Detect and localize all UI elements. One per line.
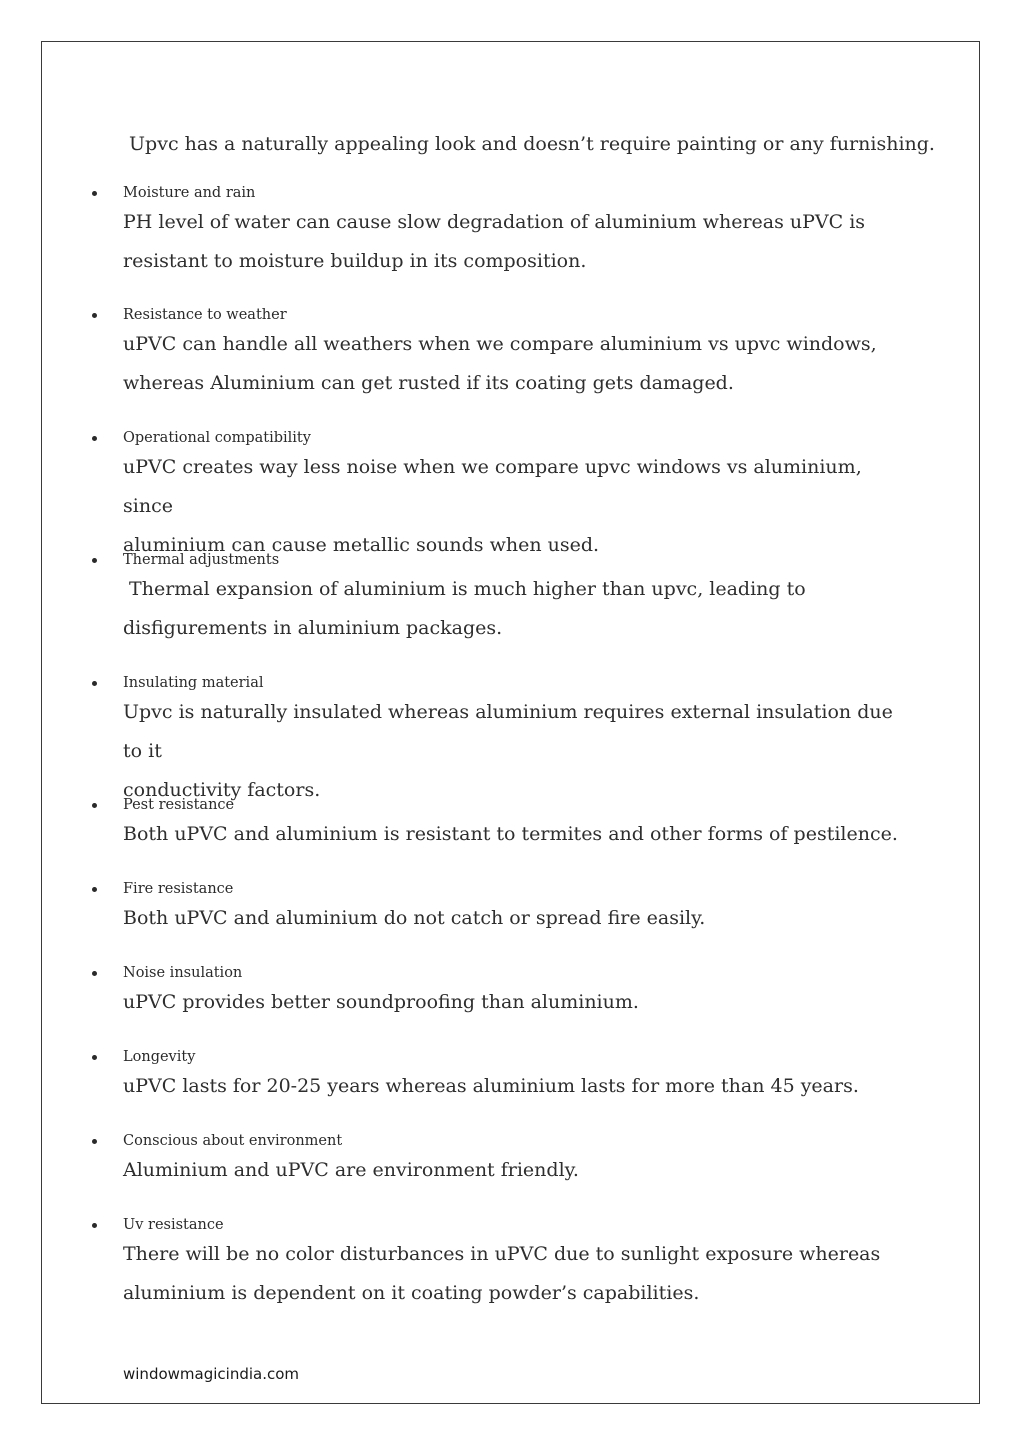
item-heading: Conscious about environment	[123, 1133, 343, 1149]
bullet-icon	[92, 803, 97, 808]
item-heading: Pest resistance	[123, 797, 235, 813]
item-body: Thermal expansion of aluminium is much higher than upvc, leading to disfigurements in aluminium packages.	[123, 578, 806, 639]
item-body: uPVC provides better soundproofing than aluminium.	[123, 991, 639, 1013]
footer-website: windowmagicindia.com	[123, 1365, 300, 1383]
intro-paragraph: Upvc has a naturally appealing look and doesn’t require painting or any furnishing.	[123, 133, 935, 155]
item-body: uPVC creates way less noise when we compare upvc windows vs aluminium, since aluminium can cause metallic sounds when used.	[123, 456, 862, 556]
bullet-icon	[92, 681, 97, 686]
item-body: Upvc is naturally insulated whereas aluminium requires external insulation due to it conductivity factors.	[123, 701, 893, 801]
bullet-icon	[92, 313, 97, 318]
bullet-icon	[92, 436, 97, 441]
item-body: Aluminium and uPVC are environment friendly.	[123, 1159, 579, 1181]
item-heading: Thermal adjustments	[123, 552, 280, 568]
item-heading: Insulating material	[123, 675, 264, 691]
item-heading: Operational compatibility	[123, 430, 311, 446]
item-heading: Noise insulation	[123, 965, 243, 981]
item-body: uPVC lasts for 20-25 years whereas aluminium lasts for more than 45 years.	[123, 1075, 859, 1097]
item-body: Both uPVC and aluminium is resistant to termites and other forms of pestilence.	[123, 823, 898, 845]
bullet-icon	[92, 558, 97, 563]
bullet-icon	[92, 1055, 97, 1060]
item-heading: Moisture and rain	[123, 185, 256, 201]
bullet-icon	[92, 191, 97, 196]
item-body: There will be no color disturbances in uPVC due to sunlight exposure whereas aluminium is dependent on it coating powder’s capabilities.	[123, 1243, 881, 1304]
item-heading: Resistance to weather	[123, 307, 287, 323]
bullet-icon	[92, 887, 97, 892]
item-body: PH level of water can cause slow degradation of aluminium whereas uPVC is resistant to moisture buildup in its composition.	[123, 211, 866, 272]
bullet-icon	[92, 971, 97, 976]
item-heading: Longevity	[123, 1049, 196, 1065]
item-heading: Fire resistance	[123, 881, 234, 897]
bullet-icon	[92, 1223, 97, 1228]
item-body: uPVC can handle all weathers when we compare aluminium vs upvc windows, whereas Aluminium can get rusted if its coating gets damaged.	[123, 333, 877, 394]
item-body: Both uPVC and aluminium do not catch or spread fire easily.	[123, 907, 706, 929]
item-heading: Uv resistance	[123, 1217, 224, 1233]
bullet-icon	[92, 1139, 97, 1144]
